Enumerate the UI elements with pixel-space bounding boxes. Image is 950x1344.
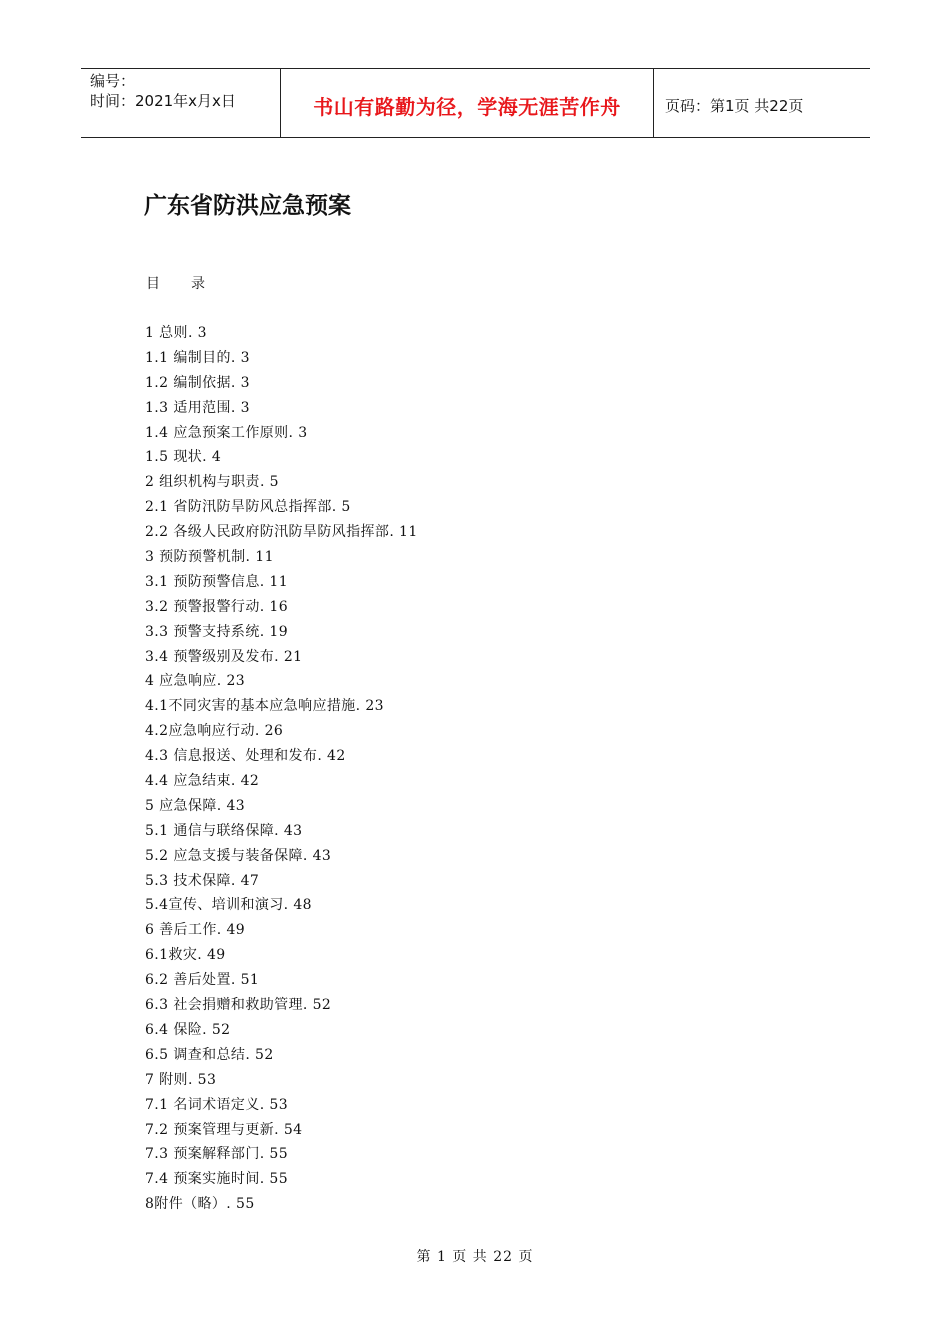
toc-entry[interactable]: 3.2 预警报警行动. 16: [145, 598, 289, 615]
toc-entry[interactable]: 7.4 预案实施时间. 55: [145, 1171, 289, 1188]
document-title: 广东省防洪应急预案: [144, 193, 351, 219]
toc-entry[interactable]: 5.1 通信与联络保障. 43: [145, 822, 303, 839]
toc-entry[interactable]: 1.4 应急预案工作原则. 3: [145, 424, 308, 441]
toc-entry[interactable]: 4.3 信息报送、处理和发布. 42: [145, 748, 346, 765]
toc-entry[interactable]: 4 应急响应. 23: [145, 673, 246, 690]
toc-entry[interactable]: 4.2应急响应行动. 26: [145, 723, 284, 740]
toc-entry[interactable]: 5.3 技术保障. 47: [145, 872, 260, 889]
toc-entry[interactable]: 2.1 省防汛防旱防风总指挥部. 5: [145, 499, 351, 516]
header-page-info: 页码：第1页 共22页: [665, 96, 804, 115]
toc-entry[interactable]: 3 预防预警机制. 11: [145, 549, 274, 566]
toc-entry[interactable]: 1.5 现状. 4: [145, 449, 222, 466]
toc-entry[interactable]: 5 应急保障. 43: [145, 797, 246, 814]
toc-entry[interactable]: 4.1不同灾害的基本应急响应措施. 23: [145, 698, 384, 715]
toc-heading: [146, 274, 206, 294]
toc-entry[interactable]: 7.3 预案解释部门. 55: [145, 1146, 289, 1163]
toc-entry[interactable]: 6.2 善后处置. 51: [145, 972, 260, 989]
toc-entry[interactable]: 8附件（略）. 55: [145, 1196, 255, 1213]
toc-entry[interactable]: 3.1 预防预警信息. 11: [145, 573, 289, 590]
document-header: [81, 68, 870, 138]
toc-entry[interactable]: 3.3 预警支持系统. 19: [145, 623, 289, 640]
toc-entry[interactable]: 1.1 编制目的. 3: [145, 349, 250, 366]
toc-entry[interactable]: 1.3 适用范围. 3: [145, 399, 250, 416]
toc-heading-right: 录: [191, 276, 206, 292]
toc-entry[interactable]: 6.4 保险. 52: [145, 1021, 231, 1038]
toc-entry[interactable]: 7.2 预案管理与更新. 54: [145, 1121, 303, 1138]
toc-entry[interactable]: 2.2 各级人民政府防汛防旱防风指挥部. 11: [145, 524, 418, 541]
header-motto: 书山有路勤为径，学海无涯苦作舟: [313, 94, 621, 119]
toc-entry[interactable]: 6 善后工作. 49: [145, 922, 246, 939]
toc-entry[interactable]: 6.5 调查和总结. 52: [145, 1046, 274, 1063]
toc-entry[interactable]: 6.3 社会捐赠和救助管理. 52: [145, 997, 332, 1014]
toc-entry[interactable]: 7.1 名词术语定义. 53: [145, 1096, 289, 1113]
toc-heading-left: 目: [146, 276, 161, 292]
toc-entry[interactable]: 6.1救灾. 49: [145, 947, 226, 964]
toc-entry[interactable]: 1 总则. 3: [145, 325, 207, 341]
header-motto-cell: [281, 69, 654, 137]
document-number-label: 编号：: [90, 72, 136, 90]
toc-entry[interactable]: 7 附则. 53: [145, 1071, 217, 1088]
toc-entry[interactable]: 3.4 预警级别及发布. 21: [145, 648, 303, 665]
toc-entry[interactable]: 5.4宣传、培训和演习. 48: [145, 897, 312, 914]
header-page-cell: [654, 69, 870, 137]
toc-entry[interactable]: 4.4 应急结束. 42: [145, 773, 260, 790]
page-footer: 第 1 页 共 22 页: [416, 1249, 534, 1265]
table-of-contents: [145, 323, 745, 1219]
document-date-label: 时间：2021年x月x日: [90, 92, 236, 110]
toc-entry[interactable]: 5.2 应急支援与装备保障. 43: [145, 847, 332, 864]
toc-entry[interactable]: 1.2 编制依据. 3: [145, 374, 250, 391]
toc-entry[interactable]: 2 组织机构与职责. 5: [145, 474, 279, 491]
header-meta-cell: [81, 69, 281, 137]
